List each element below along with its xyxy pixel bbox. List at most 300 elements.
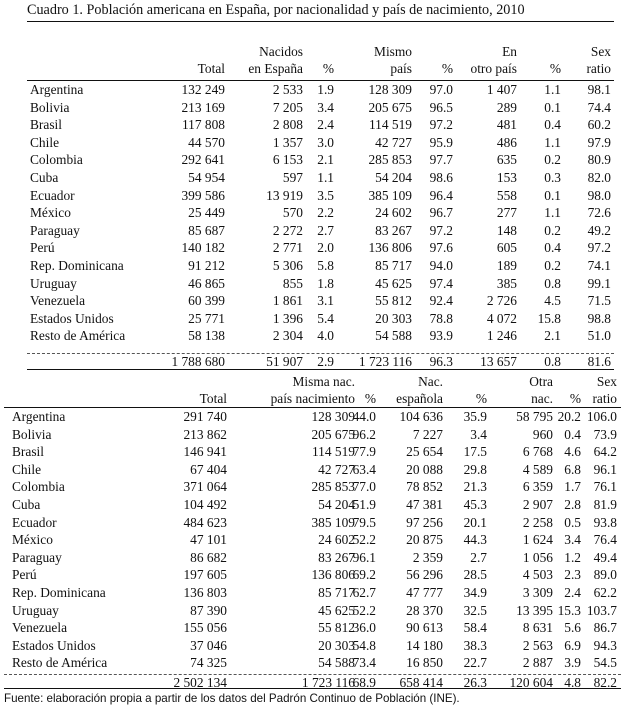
table1-total-cell-r15-c6: 13 657 — [480, 354, 517, 369]
table2-cell-r12-c6: 8 631 — [522, 620, 553, 636]
table2-cell-r3-c1: 67 404 — [190, 461, 227, 477]
table2-cell-r8-c3: 96.1 — [352, 549, 376, 565]
table2-cell-r4-c4: 78 852 — [406, 479, 443, 495]
table1-cell-r13-c0: Estados Unidos — [30, 310, 114, 326]
table2-total-cell-r15-c5: 26.3 — [463, 675, 487, 690]
table1-cell-r6-c4: 385 109 — [368, 187, 412, 203]
table2-cell-r14-c4: 16 850 — [406, 655, 443, 671]
table1-cell-r4-c0: Colombia — [30, 152, 83, 168]
table2-cell-r5-c8: 81.9 — [593, 497, 617, 512]
table1-cell-r6-c0: Ecuador — [30, 187, 75, 203]
table1-cell-r2-c6: 481 — [496, 117, 517, 133]
table2-cell-r4-c3: 77.0 — [352, 479, 376, 495]
table1-cell-r11-c6: 385 — [496, 275, 517, 291]
table2-cell-r7-c0: México — [12, 532, 53, 548]
table2-cell-r5-c7: 2.8 — [564, 497, 581, 512]
table1-cell-r3-c3: 3.0 — [317, 134, 334, 150]
table2-header-col1-line2: Total — [199, 391, 227, 406]
table2-cell-r11-c3: 52.2 — [352, 602, 376, 618]
table1-total-cell-r15-c7: 0.8 — [544, 354, 561, 369]
table1-cell-r5-c7: 0.3 — [544, 170, 561, 185]
table2-cell-r7-c1: 47 101 — [190, 532, 227, 548]
table2-cell-r1-c1: 213 862 — [183, 426, 227, 442]
table1-cell-r10-c0: Rep. Dominicana — [30, 258, 124, 273]
table2-cell-r1-c6: 960 — [532, 426, 553, 442]
table1-cell-r5-c4: 54 204 — [375, 170, 412, 185]
table1-cell-r10-c4: 85 717 — [375, 258, 412, 273]
table2-cell-r10-c1: 136 803 — [183, 585, 227, 600]
table2-cell-r5-c3: 51.9 — [352, 497, 376, 512]
table2-cell-r11-c5: 32.5 — [463, 602, 487, 618]
table1-cell-r6-c3: 3.5 — [317, 187, 334, 203]
table1-cell-r7-c0: México — [30, 205, 71, 221]
table2-cell-r4-c1: 371 064 — [183, 479, 227, 495]
table1-cell-r10-c5: 94.0 — [429, 258, 453, 273]
table2-cell-r13-c1: 37 046 — [190, 637, 227, 653]
table2-total-cell-r15-c6: 120 604 — [509, 675, 553, 690]
table1-cell-r14-c7: 2.1 — [544, 328, 561, 344]
table1-cell-r12-c4: 55 812 — [375, 293, 412, 309]
table2-cell-r2-c2: 114 519 — [311, 444, 355, 460]
table2-cell-r8-c5: 2.7 — [470, 549, 487, 565]
table2-cell-r12-c2: 55 812 — [318, 620, 355, 636]
table2-cell-r12-c3: 36.0 — [352, 620, 376, 636]
table2-cell-r2-c6: 6 768 — [522, 444, 553, 460]
table2-cell-r8-c7: 1.2 — [564, 549, 581, 565]
table1-cell-r3-c8: 97.9 — [587, 134, 611, 150]
table1-header-col1-line2: Total — [197, 61, 225, 76]
table1-cell-r2-c8: 60.2 — [587, 117, 611, 133]
table2-cell-r7-c3: 52.2 — [352, 532, 376, 548]
table1-cell-r1-c8: 74.4 — [587, 99, 611, 115]
table2-cell-r0-c8: 106.0 — [586, 409, 617, 424]
table2-cell-r6-c5: 20.1 — [463, 514, 487, 530]
table1-cell-r10-c3: 5.8 — [317, 258, 334, 273]
table2-cell-r9-c1: 197 605 — [183, 567, 227, 583]
table2-cell-r10-c6: 3 309 — [522, 585, 553, 600]
table2-cell-r7-c6: 1 624 — [522, 532, 553, 548]
table1-cell-r1-c1: 213 169 — [181, 99, 225, 115]
table2-cell-r14-c5: 22.7 — [463, 655, 487, 671]
table1-cell-r0-c0: Argentina — [30, 82, 84, 97]
table2-cell-r14-c7: 3.9 — [564, 655, 581, 671]
table2-cell-r9-c6: 4 503 — [522, 567, 553, 583]
table2-cell-r14-c2: 54 588 — [318, 655, 355, 671]
table2-cell-r9-c5: 28.5 — [463, 567, 487, 583]
table2-cell-r6-c4: 97 256 — [406, 514, 443, 530]
table1-cell-r12-c2: 1 861 — [272, 293, 303, 309]
table2-cell-r10-c0: Rep. Dominicana — [12, 585, 106, 600]
table2-cell-r2-c7: 4.6 — [564, 444, 581, 460]
table1-cell-r5-c3: 1.1 — [317, 170, 334, 185]
table2-cell-r2-c3: 77.9 — [352, 444, 376, 460]
table1-cell-r2-c7: 0.4 — [544, 117, 561, 133]
table1-cell-r8-c7: 0.2 — [544, 222, 561, 238]
table1-cell-r3-c4: 42 727 — [375, 134, 412, 150]
table2-cell-r12-c0: Venezuela — [12, 620, 68, 636]
table1-cell-r7-c2: 570 — [282, 205, 303, 221]
table2-header-col4-line1: Nac. — [418, 374, 443, 389]
table1-cell-r8-c1: 85 687 — [188, 222, 225, 238]
table2-cell-r0-c5: 35.9 — [463, 409, 487, 424]
table1-cell-r4-c2: 6 153 — [272, 152, 303, 168]
table1-bottom-rule — [27, 369, 614, 370]
table1-cell-r14-c0: Resto de América — [30, 328, 126, 344]
table1-cell-r14-c2: 2 304 — [272, 328, 303, 344]
table1-cell-r4-c4: 285 853 — [368, 152, 412, 168]
table1-cell-r1-c6: 289 — [496, 99, 517, 115]
table2-cell-r12-c7: 5.6 — [564, 620, 581, 636]
table2-cell-r4-c0: Colombia — [12, 479, 65, 495]
table1-cell-r12-c7: 4.5 — [544, 293, 561, 309]
table1-header-col7-line2: % — [549, 61, 561, 76]
table1-cell-r13-c8: 98.8 — [587, 310, 611, 326]
table2-cell-r10-c3: 62.7 — [352, 585, 376, 600]
table1-cell-r0-c6: 1 407 — [486, 82, 517, 97]
table1-cell-r11-c7: 0.8 — [544, 275, 561, 291]
table2-cell-r8-c6: 1 056 — [522, 549, 553, 565]
table2-cell-r3-c3: 63.4 — [352, 461, 376, 477]
table1-cell-r0-c2: 2 533 — [272, 82, 303, 97]
table1-header-col8-line2: ratio — [586, 61, 611, 76]
table2-cell-r10-c4: 47 777 — [406, 585, 443, 600]
table1-header-col4-line1: Mismo — [374, 44, 412, 59]
table2-header-col8-line2: ratio — [592, 391, 617, 406]
table1-header-rule — [27, 80, 614, 81]
table2-cell-r5-c4: 47 381 — [406, 497, 443, 512]
table1-cell-r5-c1: 54 954 — [188, 170, 225, 185]
table2-cell-r14-c1: 74 325 — [190, 655, 227, 671]
table1-cell-r9-c8: 97.2 — [587, 240, 611, 256]
table1-cell-r8-c2: 2 272 — [272, 222, 303, 238]
table2-cell-r7-c7: 3.4 — [564, 532, 581, 548]
table1-cell-r2-c1: 117 808 — [181, 117, 225, 133]
table1-cell-r9-c2: 2 771 — [272, 240, 303, 256]
table1-cell-r10-c1: 91 212 — [188, 258, 225, 273]
table2-cell-r13-c6: 2 563 — [522, 637, 553, 653]
table2-cell-r14-c0: Resto de América — [12, 655, 108, 671]
table2-cell-r5-c0: Cuba — [12, 497, 41, 512]
table2-cell-r0-c4: 104 636 — [399, 409, 443, 424]
table1-cell-r4-c8: 80.9 — [587, 152, 611, 168]
source-note: Fuente: elaboración propia a partir de los datos del Padrón Continuo de Población (INE). — [4, 692, 460, 705]
table2-total-cell-r15-c4: 658 414 — [399, 675, 443, 690]
table1-cell-r11-c4: 45 625 — [375, 275, 412, 291]
table1-cell-r2-c4: 114 519 — [368, 117, 412, 133]
table1-cell-r6-c1: 399 586 — [181, 187, 225, 203]
table2-cell-r2-c5: 17.5 — [463, 444, 487, 460]
table1-cell-r8-c0: Paraguay — [30, 222, 80, 238]
table2-header-col3-line2: % — [364, 391, 376, 406]
table1-cell-r3-c2: 1 357 — [272, 134, 303, 150]
table1-cell-r6-c7: 0.1 — [544, 187, 561, 203]
table2-cell-r2-c1: 146 941 — [183, 444, 227, 460]
table1-header-col3-line2: % — [322, 61, 334, 76]
table1-cell-r13-c4: 20 303 — [375, 310, 412, 326]
table1-header-col6-line1: En — [502, 44, 517, 59]
table1-cell-r10-c7: 0.2 — [544, 258, 561, 273]
table2-header-col5-line2: % — [475, 391, 487, 406]
table2-cell-r8-c1: 86 682 — [190, 549, 227, 565]
table2-cell-r4-c7: 1.7 — [564, 479, 581, 495]
table1-cell-r13-c5: 78.8 — [429, 310, 453, 326]
table2-cell-r6-c7: 0.5 — [564, 514, 581, 530]
table2-cell-r10-c5: 34.9 — [463, 585, 487, 600]
table2-cell-r1-c0: Bolivia — [12, 426, 52, 442]
table1-cell-r0-c4: 128 309 — [368, 82, 412, 97]
table2-cell-r11-c7: 15.3 — [557, 602, 581, 618]
table1-cell-r3-c1: 44 570 — [188, 134, 225, 150]
table2-cell-r9-c8: 89.0 — [593, 567, 617, 583]
table1-header-col6-line2: otro país — [470, 61, 517, 76]
table2-cell-r0-c7: 20.2 — [557, 409, 581, 424]
table1-cell-r12-c1: 60 399 — [188, 293, 225, 309]
table1-cell-r8-c8: 49.2 — [587, 222, 611, 238]
table1-cell-r6-c8: 98.0 — [587, 187, 611, 203]
table2-cell-r13-c2: 20 303 — [318, 637, 355, 653]
table1-cell-r7-c5: 96.7 — [429, 205, 453, 221]
table1-cell-r12-c8: 71.5 — [587, 293, 611, 309]
table1-cell-r8-c4: 83 267 — [375, 222, 412, 238]
table1-cell-r10-c8: 74.1 — [587, 258, 611, 273]
table1-cell-r0-c1: 132 249 — [181, 82, 225, 97]
table2-cell-r8-c4: 2 359 — [412, 549, 443, 565]
table2-cell-r6-c0: Ecuador — [12, 514, 57, 530]
table2-cell-r0-c2: 128 309 — [311, 409, 355, 424]
table1-cell-r7-c4: 24 602 — [375, 205, 412, 221]
table2-cell-r9-c0: Perú — [12, 567, 37, 583]
table2-cell-r3-c7: 6.8 — [564, 461, 581, 477]
table2-total-cell-r15-c8: 82.2 — [593, 675, 617, 690]
table2-cell-r14-c8: 54.5 — [593, 655, 617, 671]
table1-cell-r11-c1: 46 865 — [188, 275, 225, 291]
table2-cell-r7-c2: 24 602 — [318, 532, 355, 548]
table2-cell-r12-c1: 155 056 — [183, 620, 227, 636]
table2-cell-r13-c3: 54.8 — [352, 637, 376, 653]
table1-cell-r0-c5: 97.0 — [429, 82, 453, 97]
table1-total-cell-r15-c5: 96.3 — [429, 354, 453, 369]
table1-header-col8-line1: Sex — [590, 44, 611, 59]
table1-cell-r12-c3: 3.1 — [317, 293, 334, 309]
table2-cell-r9-c7: 2.3 — [564, 567, 581, 583]
table2-cell-r3-c0: Chile — [12, 461, 42, 477]
table1-cell-r0-c8: 98.1 — [587, 82, 611, 97]
table1-total-cell-r15-c8: 81.6 — [587, 354, 611, 369]
table1-cell-r7-c8: 72.6 — [587, 205, 611, 221]
table2-cell-r1-c8: 73.9 — [593, 426, 617, 442]
table2-cell-r0-c6: 58 795 — [516, 409, 553, 424]
table1-cell-r3-c7: 1.1 — [544, 134, 561, 150]
table1-cell-r2-c3: 2.4 — [317, 117, 334, 133]
table2-cell-r12-c8: 86.7 — [593, 620, 617, 636]
table2-cell-r13-c5: 38.3 — [463, 637, 487, 653]
table2-cell-r4-c5: 21.3 — [463, 479, 487, 495]
table1-cell-r3-c5: 95.9 — [429, 134, 453, 150]
table2-cell-r1-c4: 7 227 — [412, 426, 443, 442]
table2-cell-r12-c5: 58.4 — [463, 620, 487, 636]
table2-cell-r14-c3: 73.4 — [352, 655, 376, 671]
table2-cell-r11-c1: 87 390 — [190, 602, 227, 618]
table1-cell-r13-c1: 25 771 — [188, 310, 225, 326]
table2-total-cell-r15-c7: 4.8 — [564, 675, 581, 690]
table1-total-cell-r15-c1: 1 788 680 — [171, 354, 225, 369]
table1-cell-r5-c8: 82.0 — [587, 170, 611, 185]
table1-cell-r4-c7: 0.2 — [544, 152, 561, 168]
table1-cell-r3-c6: 486 — [496, 134, 517, 150]
table2-cell-r10-c7: 2.4 — [564, 585, 581, 600]
table2-cell-r3-c5: 29.8 — [463, 461, 487, 477]
table1-cell-r1-c5: 96.5 — [429, 99, 453, 115]
table1-cell-r2-c2: 2 808 — [272, 117, 303, 133]
table1-cell-r5-c6: 153 — [496, 170, 517, 185]
table1-cell-r4-c1: 292 641 — [181, 152, 225, 168]
table2-cell-r6-c8: 93.8 — [593, 514, 617, 530]
table1-cell-r14-c8: 51.0 — [587, 328, 611, 344]
table1-cell-r13-c6: 4 072 — [486, 310, 517, 326]
table1-cell-r11-c0: Uruguay — [30, 275, 77, 291]
table2-cell-r1-c3: 96.2 — [352, 426, 376, 442]
table2-cell-r11-c2: 45 625 — [318, 602, 355, 618]
table2-cell-r13-c0: Estados Unidos — [12, 637, 96, 653]
table1-cell-r5-c5: 98.6 — [429, 170, 453, 185]
table1-cell-r1-c0: Bolivia — [30, 99, 70, 115]
table1-cell-r14-c4: 54 588 — [375, 328, 412, 344]
table2-cell-r1-c2: 205 675 — [311, 426, 355, 442]
table1-cell-r9-c1: 140 182 — [181, 240, 225, 256]
table1-total-cell-r15-c2: 51 907 — [266, 354, 303, 369]
table2-cell-r11-c4: 28 370 — [406, 602, 443, 618]
table2-header-col4-line2: española — [396, 391, 443, 406]
table1-cell-r13-c2: 1 396 — [272, 310, 303, 326]
table1-cell-r5-c2: 597 — [282, 170, 303, 185]
table1-cell-r11-c5: 97.4 — [429, 275, 453, 291]
table1-cell-r9-c5: 97.6 — [429, 240, 453, 256]
table2-cell-r5-c2: 54 204 — [318, 497, 355, 512]
table2-cell-r5-c1: 104 492 — [183, 497, 227, 512]
table2-cell-r13-c8: 94.3 — [593, 637, 617, 653]
table2-cell-r7-c8: 76.4 — [593, 532, 617, 548]
table1-cell-r13-c7: 15.8 — [537, 310, 561, 326]
table2-header-col7-line2: % — [569, 391, 581, 406]
table2-cell-r4-c2: 285 853 — [311, 479, 355, 495]
table1-cell-r9-c3: 2.0 — [317, 240, 334, 256]
table1-top-rule — [27, 21, 614, 22]
table2-cell-r10-c8: 62.2 — [593, 585, 617, 600]
table2-cell-r11-c0: Uruguay — [12, 602, 59, 618]
table1-cell-r2-c0: Brasil — [30, 117, 62, 133]
table1-cell-r0-c7: 1.1 — [544, 82, 561, 97]
table2-cell-r2-c0: Brasil — [12, 444, 44, 460]
table1-total-cell-r15-c4: 1 723 116 — [358, 354, 412, 369]
table1-cell-r9-c7: 0.4 — [544, 240, 561, 256]
table1-cell-r1-c3: 3.4 — [317, 99, 334, 115]
table2-cell-r6-c2: 385 109 — [311, 514, 355, 530]
table1-header-col5-line2: % — [441, 61, 453, 76]
table1-cell-r10-c2: 5 306 — [272, 258, 303, 273]
table1-cell-r2-c5: 97.2 — [429, 117, 453, 133]
table2-cell-r9-c2: 136 806 — [311, 567, 355, 583]
table1-cell-r1-c4: 205 675 — [368, 99, 412, 115]
table1-cell-r9-c6: 605 — [496, 240, 517, 256]
table2-cell-r12-c4: 90 613 — [406, 620, 443, 636]
table1-cell-r12-c5: 92.4 — [429, 293, 453, 309]
table1-cell-r12-c6: 2 726 — [486, 293, 517, 309]
table2-cell-r1-c7: 0.4 — [564, 426, 581, 442]
table1-cell-r11-c8: 99.1 — [587, 275, 611, 291]
table2-cell-r3-c6: 4 589 — [522, 461, 553, 477]
table2-cell-r7-c5: 44.3 — [463, 532, 487, 548]
table1-cell-r12-c0: Venezuela — [30, 293, 86, 309]
table1-cell-r6-c6: 558 — [496, 187, 517, 203]
table1-cell-r7-c6: 277 — [496, 205, 517, 221]
table2-header-rule — [4, 407, 621, 408]
table1-cell-r4-c3: 2.1 — [317, 152, 334, 168]
table2-cell-r7-c4: 20 875 — [406, 532, 443, 548]
table1-cell-r5-c0: Cuba — [30, 170, 59, 185]
table2-cell-r11-c6: 13 395 — [516, 602, 553, 618]
table2-cell-r4-c8: 76.1 — [593, 479, 617, 495]
table2-total-cell-r15-c3: 68.9 — [352, 675, 376, 690]
table1-cell-r13-c3: 5.4 — [317, 310, 334, 326]
table1-cell-r10-c6: 189 — [496, 258, 517, 273]
table1-header-col2-line1: Nacidos — [259, 44, 303, 59]
table1-cell-r11-c3: 1.8 — [317, 275, 334, 291]
table2-cell-r8-c8: 49.4 — [593, 549, 617, 565]
table2-cell-r0-c1: 291 740 — [183, 409, 227, 424]
table2-cell-r9-c3: 69.2 — [352, 567, 376, 583]
table1-cell-r7-c1: 25 449 — [188, 205, 225, 221]
table2-cell-r6-c3: 79.5 — [352, 514, 376, 530]
table1-cell-r11-c2: 855 — [282, 275, 303, 291]
table2-cell-r3-c4: 20 088 — [406, 461, 443, 477]
table2-cell-r3-c8: 96.1 — [593, 461, 617, 477]
table2-cell-r8-c0: Paraguay — [12, 549, 62, 565]
table2-total-cell-r15-c1: 2 502 134 — [173, 675, 227, 690]
table2-cell-r2-c4: 25 654 — [406, 444, 443, 460]
table2-header-col8-line1: Sex — [596, 374, 617, 389]
table2-total-cell-r15-c2: 1 723 116 — [301, 675, 355, 690]
table1-cell-r8-c5: 97.2 — [429, 222, 453, 238]
table1-cell-r3-c0: Chile — [30, 134, 60, 150]
table1-cell-r7-c3: 2.2 — [317, 205, 334, 221]
table2-cell-r8-c2: 83 267 — [318, 549, 355, 565]
table1-cell-r14-c1: 58 138 — [188, 328, 225, 344]
table2-cell-r2-c8: 64.2 — [593, 444, 617, 460]
table1-cell-r4-c5: 97.7 — [429, 152, 453, 168]
table1-total-cell-r15-c3: 2.9 — [317, 354, 334, 369]
table2-cell-r6-c1: 484 623 — [183, 514, 227, 530]
table1-cell-r1-c7: 0.1 — [544, 99, 561, 115]
table2-cell-r11-c8: 103.7 — [586, 602, 617, 618]
table1-cell-r14-c5: 93.9 — [429, 328, 453, 344]
table2-cell-r3-c2: 42 727 — [318, 461, 355, 477]
table2-cell-r0-c0: Argentina — [12, 409, 66, 424]
table2-cell-r14-c6: 2 887 — [522, 655, 553, 671]
table2-cell-r4-c6: 6 359 — [522, 479, 553, 495]
table2-header-col6-line1: Otra — [529, 374, 553, 389]
table1-cell-r9-c0: Perú — [30, 240, 55, 256]
table2-header-col2-line2: país nacimiento — [270, 391, 355, 406]
table1-header-col2-line2: en España — [248, 61, 303, 76]
table1-cell-r7-c7: 1.1 — [544, 205, 561, 221]
table2-header-col6-line2: nac. — [531, 391, 553, 406]
table2-cell-r0-c3: 44.0 — [352, 409, 376, 424]
table1-header-col4-line2: país — [390, 61, 412, 76]
table1-cell-r1-c2: 7 205 — [272, 99, 303, 115]
table2-cell-r1-c5: 3.4 — [470, 426, 487, 442]
table2-cell-r9-c4: 56 296 — [406, 567, 443, 583]
table1-cell-r14-c3: 4.0 — [317, 328, 334, 344]
